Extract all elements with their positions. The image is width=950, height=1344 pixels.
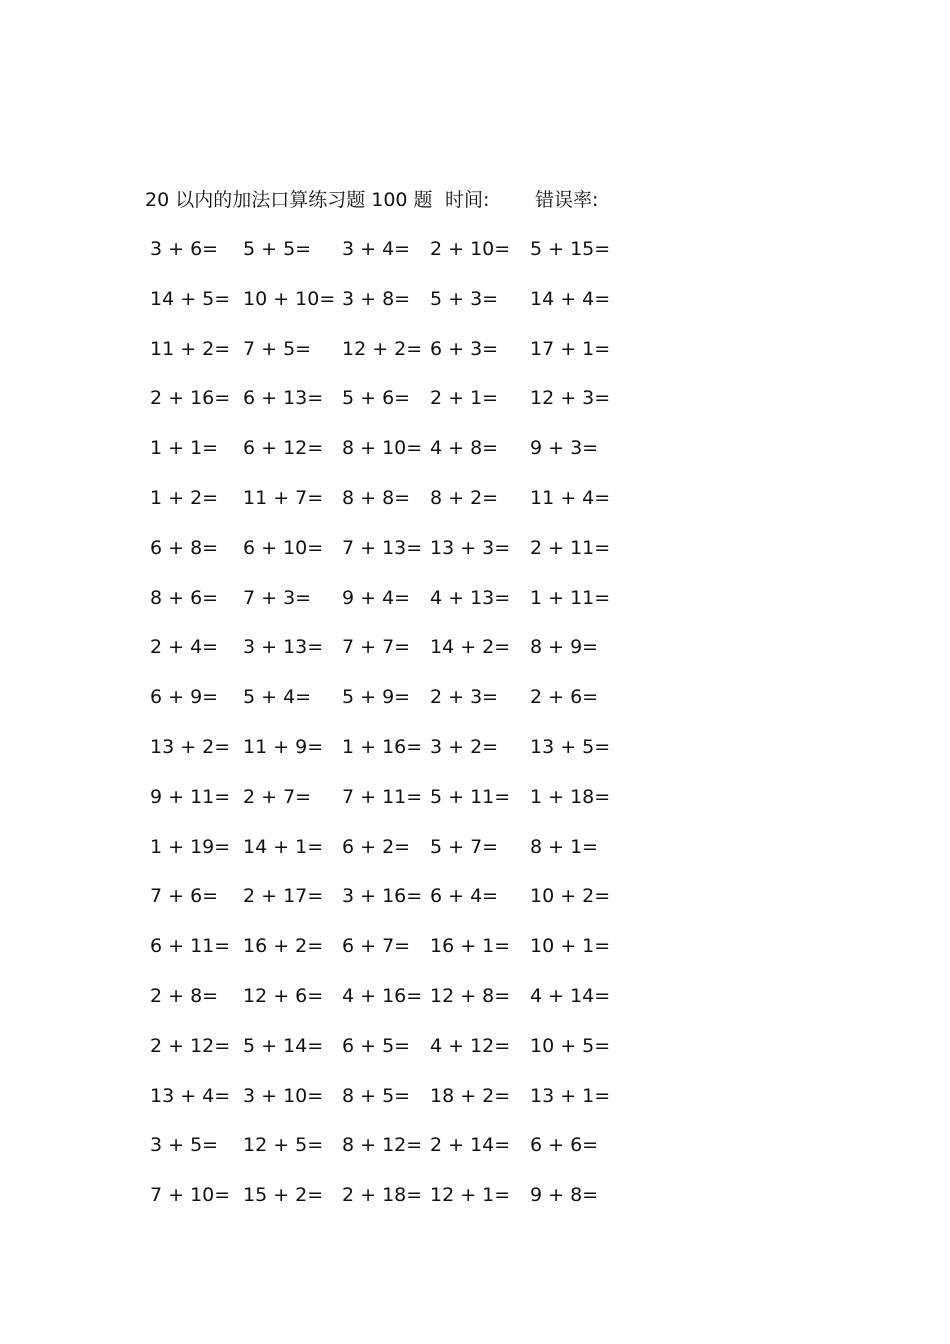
addition-problem: 11 + 9= (243, 736, 324, 758)
addition-problem: 5 + 5= (243, 238, 312, 260)
addition-problem: 2 + 17= (243, 885, 324, 908)
addition-problem: 14 + 1= (243, 835, 324, 858)
addition-problem: 12 + 8= (430, 985, 511, 1007)
addition-problem: 4 + 16= (342, 985, 423, 1007)
addition-problem: 1 + 19= (150, 835, 231, 858)
addition-problem: 12 + 5= (243, 1134, 324, 1157)
addition-problem: 7 + 7= (342, 636, 411, 659)
addition-problem: 6 + 5= (342, 1034, 411, 1057)
addition-problem: 5 + 11= (430, 785, 511, 808)
addition-problem: 13 + 5= (530, 736, 611, 758)
problem-row (0, 782, 950, 812)
addition-problem: 2 + 8= (150, 985, 219, 1007)
problem-row (0, 632, 950, 662)
addition-problem: 6 + 8= (150, 536, 219, 559)
addition-problem: 12 + 2= (342, 337, 423, 360)
problem-row (0, 533, 950, 563)
addition-problem: 6 + 11= (150, 935, 231, 958)
addition-problem: 16 + 2= (243, 935, 324, 958)
addition-problem: 1 + 18= (530, 785, 611, 808)
addition-problem: 6 + 13= (243, 387, 324, 410)
addition-problem: 6 + 9= (150, 686, 219, 709)
addition-problem: 7 + 10= (150, 1184, 231, 1207)
problem-row (0, 732, 950, 762)
addition-problem: 2 + 3= (430, 686, 499, 709)
problem-row (0, 1081, 950, 1111)
addition-problem: 3 + 10= (243, 1084, 324, 1107)
addition-problem: 2 + 1= (430, 387, 499, 410)
addition-problem: 5 + 6= (342, 387, 411, 410)
addition-problem: 14 + 5= (150, 287, 231, 310)
addition-problem: 7 + 5= (243, 337, 312, 360)
addition-problem: 1 + 16= (342, 736, 423, 758)
addition-problem: 6 + 4= (430, 885, 499, 908)
addition-problem: 4 + 8= (430, 437, 499, 460)
error-rate-label: 错误率: (535, 189, 599, 211)
addition-problem: 14 + 4= (530, 287, 611, 310)
problem-row (0, 1130, 950, 1160)
addition-problem: 17 + 1= (530, 337, 611, 360)
addition-problem: 15 + 2= (243, 1184, 324, 1207)
addition-problem: 5 + 15= (530, 238, 611, 260)
addition-problem: 10 + 2= (530, 885, 611, 908)
addition-problem: 13 + 4= (150, 1084, 231, 1107)
addition-problem: 12 + 3= (530, 387, 611, 410)
addition-problem: 6 + 7= (342, 935, 411, 958)
addition-problem: 8 + 1= (530, 835, 599, 858)
addition-problem: 1 + 1= (150, 437, 219, 460)
addition-problem: 2 + 10= (430, 238, 511, 260)
addition-problem: 9 + 8= (530, 1184, 599, 1207)
addition-problem: 8 + 9= (530, 636, 599, 659)
problem-row (0, 483, 950, 513)
addition-problem: 3 + 16= (342, 885, 423, 908)
addition-problem: 8 + 12= (342, 1134, 423, 1157)
addition-problem: 13 + 2= (150, 736, 231, 758)
addition-problem: 9 + 4= (342, 586, 411, 609)
addition-problem: 3 + 13= (243, 636, 324, 659)
addition-problem: 2 + 6= (530, 686, 599, 709)
addition-problem: 6 + 10= (243, 536, 324, 559)
addition-problem: 7 + 3= (243, 586, 312, 609)
addition-problem: 6 + 3= (430, 337, 499, 360)
addition-problem: 11 + 2= (150, 337, 231, 360)
time-label: 时间: (445, 189, 490, 211)
addition-problem: 3 + 5= (150, 1134, 219, 1157)
addition-problem: 6 + 6= (530, 1134, 599, 1157)
problem-row (0, 284, 950, 314)
problem-row (0, 832, 950, 862)
addition-problem: 6 + 12= (243, 437, 324, 460)
addition-problem: 16 + 1= (430, 935, 511, 958)
addition-problem: 2 + 11= (530, 536, 611, 559)
addition-problem: 18 + 2= (430, 1084, 511, 1107)
worksheet-title: 20 以内的加法口算练习题 100 题 (145, 189, 433, 211)
addition-problem: 9 + 11= (150, 785, 231, 808)
addition-problem: 2 + 14= (430, 1134, 511, 1157)
addition-problem: 2 + 16= (150, 387, 231, 410)
addition-problem: 3 + 4= (342, 238, 411, 260)
addition-problem: 10 + 1= (530, 935, 611, 958)
addition-problem: 11 + 7= (243, 487, 324, 509)
addition-problem: 12 + 1= (430, 1184, 511, 1207)
addition-problem: 5 + 7= (430, 835, 499, 858)
addition-problem: 2 + 18= (342, 1184, 423, 1207)
addition-problem: 5 + 3= (430, 287, 499, 310)
addition-problem: 10 + 10= (243, 287, 336, 310)
problem-row (0, 433, 950, 463)
addition-problem: 3 + 8= (342, 287, 411, 310)
addition-problem: 5 + 4= (243, 686, 312, 709)
addition-problem: 11 + 4= (530, 487, 611, 509)
addition-problem: 6 + 2= (342, 835, 411, 858)
addition-problem: 10 + 5= (530, 1034, 611, 1057)
addition-problem: 13 + 3= (430, 536, 511, 559)
addition-problem: 8 + 8= (342, 487, 411, 509)
addition-problem: 13 + 1= (530, 1084, 611, 1107)
addition-problem: 8 + 5= (342, 1084, 411, 1107)
problem-row (0, 234, 950, 264)
problem-row (0, 931, 950, 961)
addition-problem: 2 + 7= (243, 785, 312, 808)
addition-problem: 2 + 12= (150, 1034, 231, 1057)
addition-problem: 5 + 9= (342, 686, 411, 709)
addition-problem: 4 + 13= (430, 586, 511, 609)
addition-problem: 7 + 6= (150, 885, 219, 908)
addition-problem: 8 + 6= (150, 586, 219, 609)
problem-row (0, 682, 950, 712)
addition-problem: 5 + 14= (243, 1034, 324, 1057)
addition-problem: 8 + 10= (342, 437, 423, 460)
addition-problem: 1 + 2= (150, 487, 219, 509)
addition-problem: 4 + 14= (530, 985, 611, 1007)
problem-row (0, 981, 950, 1011)
problem-row (0, 881, 950, 911)
addition-problem: 4 + 12= (430, 1034, 511, 1057)
addition-problem: 3 + 6= (150, 238, 219, 260)
addition-problem: 3 + 2= (430, 736, 499, 758)
problem-row (0, 583, 950, 613)
addition-problem: 7 + 11= (342, 785, 423, 808)
addition-problem: 2 + 4= (150, 636, 219, 659)
problem-row (0, 334, 950, 364)
addition-problem: 12 + 6= (243, 985, 324, 1007)
addition-problem: 8 + 2= (430, 487, 499, 509)
problem-row (0, 1031, 950, 1061)
addition-problem: 9 + 3= (530, 437, 599, 460)
addition-problem: 14 + 2= (430, 636, 511, 659)
problem-row (0, 383, 950, 413)
addition-problem: 7 + 13= (342, 536, 423, 559)
problem-row (0, 1180, 950, 1210)
addition-problem: 1 + 11= (530, 586, 611, 609)
